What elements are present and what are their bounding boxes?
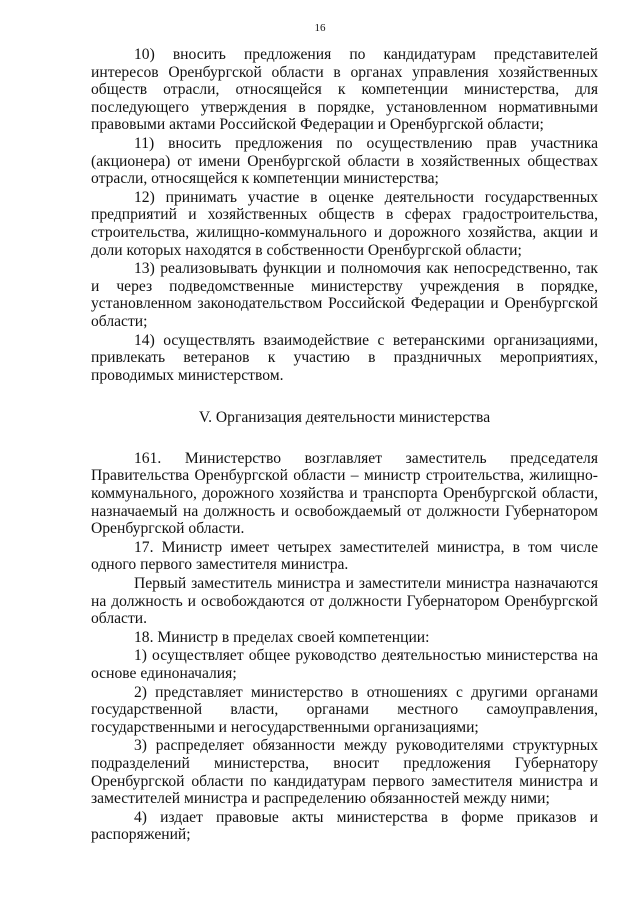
document-body bbox=[91, 46, 598, 844]
list-item-12: 12) принимать участие в оценке деятельности государственных предприятий и хозяйственных обществ в сферах градостроительства, строительства, жилищно-коммунального и дорожного хозяйства, акции и доли которых находятся в собственности Оренбургской области; bbox=[91, 188, 598, 259]
section-heading: V. Организация деятельности министерства bbox=[198, 409, 491, 427]
clause-18-item-1: 1) осуществляет общее руководство деятельностью министерства на основе единоначалия; bbox=[91, 647, 598, 682]
list-item-14: 14) осуществлять взаимодействие с ветеранскими организациями, привлекать ветеранов к участию в праздничных мероприятиях, проводимых министерством. bbox=[91, 331, 598, 384]
clause-18-item-3: 3) распределяет обязанности между руководителями структурных подразделений министерства, вносит предложения Губернатору Оренбургской области по кандидатурам первого заместителя министра и заместителей министра и распределению обязанностей между ними; bbox=[91, 737, 598, 808]
clause-18-item-2: 2) представляет министерство в отношениях с другими органами государственной власти, органами местного самоуправления, государственными и негосударственными организациями; bbox=[91, 683, 598, 736]
list-item-10: 10) вносить предложения по кандидатурам представителей интересов Оренбургской области в органах управления хозяйственных обществ отрасли, относящейся к компетенции министерства, для последующего утверждения в порядке, установленном нормативными правовыми актами Российской Федерации и Оренбургской области; bbox=[91, 46, 598, 134]
list-item-13: 13) реализовывать функции и полномочия как непосредственно, так и через подведомственные министерству учреждения в порядке, установленном законодательством Российской Федерации и Оренбургской области; bbox=[91, 260, 598, 330]
clause-18-item-4: 4) издает правовые акты министерства в форме приказов и распоряжений; bbox=[91, 808, 598, 844]
clause-17-deputies: Первый заместитель министра и заместители министра назначаются на должность и освобождаются от должности Губернатором Оренбургской области. bbox=[91, 575, 598, 628]
list-item-11: 11) вносить предложения по осуществлению прав участника (акционера) от имени Оренбургской области в хозяйственных обществах отрасли, относящейся к компетенции министерства; bbox=[91, 134, 598, 188]
clause-161: 161. Министерство возглавляет заместитель председателя Правительства Оренбургской области – министр строительства, жилищно-коммунального, дорожного хозяйства и транспорта Оренбургской области, назначаемый на должность и освобождаемый от должности Губернатором Оренбургской области. bbox=[91, 449, 598, 538]
clause-18: 18. Министр в пределах своей компетенции: bbox=[134, 628, 430, 646]
page-number: 16 bbox=[314, 22, 326, 34]
clause-17: 17. Министр имеет четырех заместителей министра, в том числе одного первого заместителя министра. bbox=[91, 538, 598, 574]
